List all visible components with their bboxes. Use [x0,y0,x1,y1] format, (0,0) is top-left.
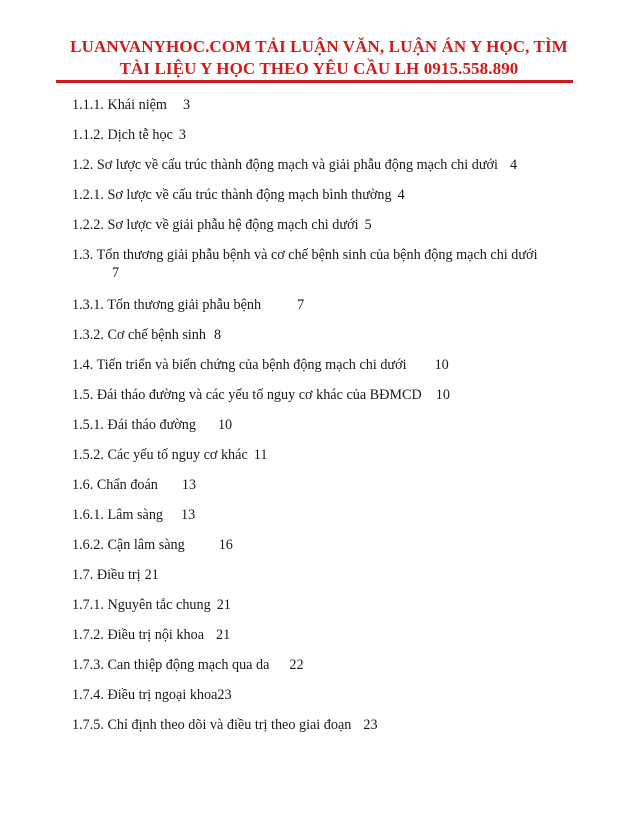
toc-entry [72,216,372,234]
toc-entry-title: 1.1.2. Dịch tễ học [72,127,173,143]
toc-entry-title: 1.6.2. Cận lâm sàng [72,537,185,553]
toc-entry-title: 1.2. Sơ lược về cấu trúc thành động mạch và giải phẫu động mạch chi dưới [72,157,498,173]
toc-entry [72,566,159,584]
toc-entry-title: 1.7. Điều trị [72,567,141,583]
toc-entry-page: 3 [178,127,186,143]
toc-entry [72,656,304,674]
toc-entry-page: 13 [181,507,196,523]
toc-entry-title: 1.6. Chẩn đoán [72,477,158,493]
document-header [56,36,582,80]
header-line-1: LUANVANYHOC.COM TẢI LUẬN VĂN, LUẬN ÁN Y HỌC, TÌM [70,37,568,56]
header-line-2: TÀI LIỆU Y HỌC THEO YÊU CẦU LH 0915.558.890 [119,59,519,78]
toc-entry [72,686,232,704]
toc-entry-page: 5 [364,217,372,233]
toc-entry-page: 21 [216,597,231,613]
toc-entry-title: 1.5.2. Các yếu tố nguy cơ khác [72,447,248,463]
toc-entry-page: 8 [214,327,222,343]
toc-entry-page: 21 [216,627,231,643]
toc-entry-page: 10 [217,417,233,433]
toc-entry-page: 10 [434,357,449,373]
toc-entry [72,626,230,644]
toc-entry [72,536,233,554]
toc-entry-title: 1.7.5. Chỉ định theo dõi và điều trị theo giai đoạn [72,717,352,733]
toc-entry-title: 1.3. Tổn thương giải phẫu bệnh và cơ chế bệnh sinh của bệnh động mạch chi dưới [72,247,538,263]
toc-entry [72,446,267,464]
toc-entry [72,596,231,614]
toc-entry [72,326,221,344]
toc-entry-page: 21 [144,567,159,583]
header-divider [56,80,573,83]
toc-entry-title: 1.7.1. Nguyên tắc chung [72,597,211,613]
toc-entry [72,126,186,144]
toc-entry-title: 1.7.3. Can thiệp động mạch qua da [72,657,270,673]
toc-entry [72,416,232,434]
toc-entry [72,506,195,524]
toc-entry-title: 1.5. Đái tháo đường và các yếu tố nguy cơ khác của BĐMCD [72,387,422,403]
toc-entry-page: 22 [289,657,304,673]
toc-entry-page: 23 [217,687,232,703]
toc-entry-title: 1.4. Tiến triển và biến chứng của bệnh động mạch chi dưới [72,357,407,373]
toc-entry [72,386,450,404]
toc-entry-title: 1.3.2. Cơ chế bệnh sinh [72,327,206,343]
toc-entry-title: 1.2.1. Sơ lược về cấu trúc thành động mạch bình thường [72,187,392,203]
toc-entry-page: 10 [435,387,450,403]
toc-entry [72,156,517,174]
toc-entry-page: 4 [509,157,518,173]
toc-entry-title: 1.7.4. Điều trị ngoại khoa [72,687,218,703]
toc-entry [72,356,449,374]
toc-entry-page: 23 [363,717,378,733]
toc-entry-page: 7 [112,265,120,281]
toc-entry-page: 7 [297,297,305,313]
toc-entry-title: 1.5.1. Đái tháo đường [72,417,196,433]
toc-entry-page: 3 [182,97,191,113]
toc-entry-page: 4 [397,187,405,203]
toc-entry-page: 11 [253,447,268,463]
toc-entry-title: 1.6.1. Lâm sàng [72,507,164,523]
toc-entry [72,246,572,282]
toc-entry-title: 1.1.1. Khái niệm [72,97,167,113]
toc-entry [72,476,196,494]
toc-entry [72,716,378,734]
toc-entry-title: 1.3.1. Tổn thương giải phẫu bệnh [72,297,262,313]
toc-entry [72,186,405,204]
toc-entry-title: 1.2.2. Sơ lược về giải phẫu hệ động mạch chi dưới [72,217,359,233]
toc-entry-page: 13 [181,477,197,493]
toc-entry [72,296,304,314]
toc-entry-title: 1.7.2. Điều trị nội khoa [72,627,205,643]
toc-entry [72,96,190,114]
toc-entry-page: 16 [218,537,233,553]
